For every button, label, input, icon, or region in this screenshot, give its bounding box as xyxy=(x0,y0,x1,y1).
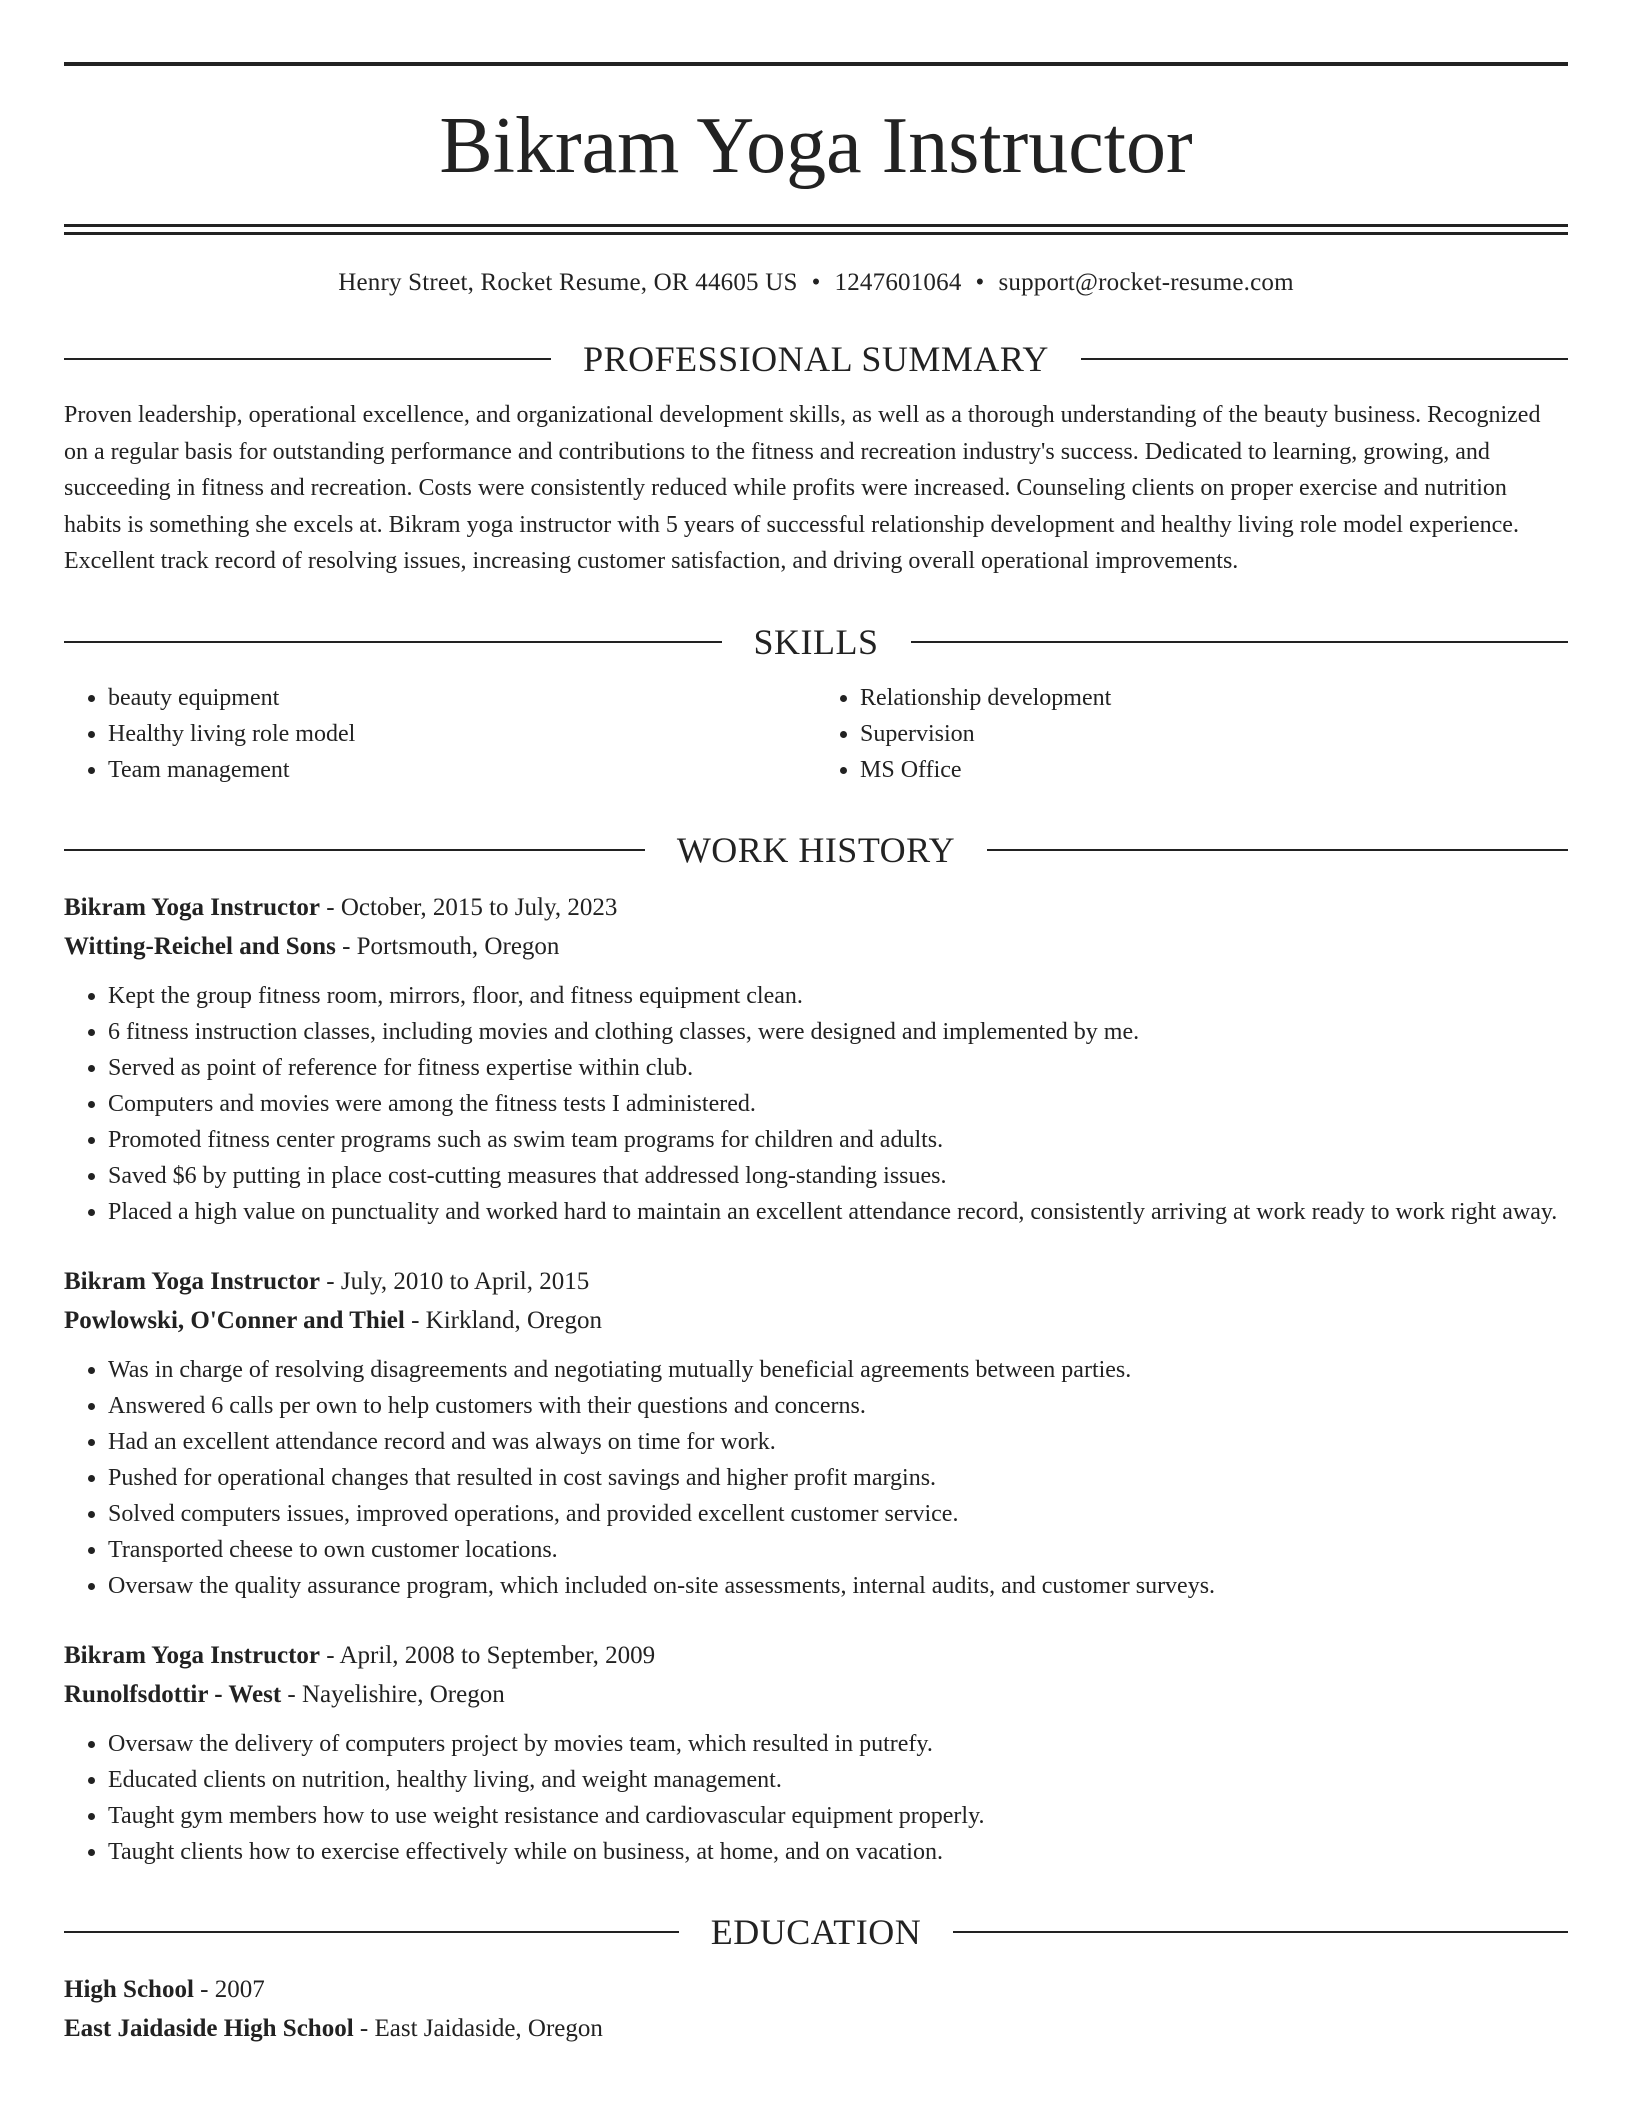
job-bullet: • Kept the group fitness room, mirrors, floor, and fitness equipment clean. xyxy=(108,978,1568,1014)
job-bullet: • Served as point of reference for fitness expertise within club. xyxy=(108,1050,1568,1086)
job-title-line xyxy=(64,1636,1568,1675)
education-heading xyxy=(64,1910,1568,1954)
job-bullet: • 6 fitness instruction classes, including movies and clothing classes, were designed and implemented by me. xyxy=(108,1014,1568,1050)
top-rule xyxy=(64,62,1568,66)
heading-rule-right xyxy=(953,1931,1568,1933)
job-company-line xyxy=(64,1675,1568,1714)
skill-item: • Relationship development xyxy=(860,680,1568,716)
skills-heading-label: SKILLS xyxy=(753,621,879,662)
skill-item: • MS Office xyxy=(860,752,1568,788)
job-bullet: • Had an excellent attendance record and was always on time for work. xyxy=(108,1424,1568,1460)
job-bullet: • Taught gym members how to use weight resistance and cardiovascular equipment properly. xyxy=(108,1798,1568,1834)
job-bullet: • Computers and movies were among the fitness tests I administered. xyxy=(108,1086,1568,1122)
job-dates: - July, 2010 to April, 2015 xyxy=(320,1267,590,1295)
summary-heading-label: PROFESSIONAL SUMMARY xyxy=(583,339,1049,379)
job-bullet: • Solved computers issues, improved operations, and provided excellent customer service. xyxy=(108,1496,1568,1532)
job-entry xyxy=(64,1262,1568,1604)
work-heading-label: WORK HISTORY xyxy=(676,829,956,870)
contact-separator: • xyxy=(975,269,985,296)
work-heading xyxy=(64,828,1568,872)
education-location: - East Jaidaside, Oregon xyxy=(353,2014,603,2042)
contact-email: support@rocket-resume.com xyxy=(998,269,1294,296)
job-location: - Kirkland, Oregon xyxy=(404,1306,602,1334)
skill-item: • Supervision xyxy=(860,716,1568,752)
heading-rule-left xyxy=(64,641,722,643)
contact-line xyxy=(64,269,1568,297)
education-school: East Jaidaside High School xyxy=(64,2014,354,2042)
heading-rule-left xyxy=(64,1931,679,1933)
job-bullet: • Taught clients how to exercise effectively while on business, at home, and on vacation. xyxy=(108,1834,1568,1870)
skills-column-right xyxy=(816,680,1568,788)
skill-item: • Team management xyxy=(108,752,816,788)
job-title-line xyxy=(64,1262,1568,1301)
job-title: Bikram Yoga Instructor xyxy=(64,1267,321,1295)
job-bullet: • Pushed for operational changes that resulted in cost savings and higher profit margins. xyxy=(108,1460,1568,1496)
skills-column-left xyxy=(64,680,816,788)
job-dates: - April, 2008 to September, 2009 xyxy=(320,1641,656,1669)
job-bullet: • Answered 6 calls per own to help customers with their questions and concerns. xyxy=(108,1388,1568,1424)
job-entry xyxy=(64,888,1568,1230)
job-location: - Portsmouth, Oregon xyxy=(335,932,560,960)
job-bullet: • Saved $6 by putting in place cost-cutting measures that addressed long-standing issues. xyxy=(108,1158,1568,1194)
job-entry xyxy=(64,1636,1568,1870)
job-bullet: • Promoted fitness center programs such as swim team programs for children and adults. xyxy=(108,1122,1568,1158)
job-title-line xyxy=(64,888,1568,927)
contact-phone: 1247601064 xyxy=(834,269,962,296)
title-double-rule xyxy=(64,224,1568,235)
job-company: Witting-Reichel and Sons xyxy=(64,932,336,960)
summary-heading xyxy=(64,337,1568,381)
skill-item: • Healthy living role model xyxy=(108,716,816,752)
job-bullet: • Placed a high value on punctuality and worked hard to maintain an excellent attendance record, consistently arriving at work ready to work right away. xyxy=(108,1194,1568,1230)
contact-separator: • xyxy=(811,269,821,296)
job-bullets xyxy=(64,1726,1568,1870)
skills-list xyxy=(64,680,1568,788)
education-entry xyxy=(64,1970,1568,2048)
education-school-line xyxy=(64,2009,1568,2048)
heading-rule-right xyxy=(911,641,1569,643)
heading-rule-left xyxy=(64,849,645,851)
job-bullet: • Educated clients on nutrition, healthy living, and weight management. xyxy=(108,1762,1568,1798)
job-location: - Nayelishire, Oregon xyxy=(281,1680,505,1708)
skills-heading xyxy=(64,620,1568,664)
job-company-line xyxy=(64,927,1568,966)
heading-rule-left xyxy=(64,358,551,360)
job-company: Powlowski, O'Conner and Thiel xyxy=(64,1306,405,1334)
job-bullets xyxy=(64,978,1568,1230)
education-degree-line xyxy=(64,1970,1568,2009)
job-company-line xyxy=(64,1301,1568,1340)
heading-rule-right xyxy=(1081,358,1568,360)
job-bullet: • Was in charge of resolving disagreements and negotiating mutually beneficial agreements between parties. xyxy=(108,1352,1568,1388)
heading-rule-right xyxy=(987,849,1568,851)
education-heading-label: EDUCATION xyxy=(710,1911,922,1952)
job-company: Runolfsdottir - West xyxy=(64,1680,282,1708)
job-bullet: • Oversaw the delivery of computers project by movies team, which resulted in putrefy. xyxy=(108,1726,1568,1762)
job-bullets xyxy=(64,1352,1568,1604)
contact-address: Henry Street, Rocket Resume, OR 44605 US xyxy=(338,269,798,296)
skill-item: • beauty equipment xyxy=(108,680,816,716)
summary-text: Proven leadership, operational excellence, and organizational development skills, as well as a thorough understanding of the beauty business. Recognized on a regular basis for outstanding performance and contributions to the fitness and recreation industry's success. Dedicated to learning, growing, and succeeding in fitness and recreation. Costs were consistently reduced while profits were increased. Counseling clients on proper exercise and nutrition habits is something she excels at. Bikram yoga instructor with 5 years of successful relationship development and healthy living role model experience. Excellent track record of resolving issues, increasing customer satisfaction, and driving overall operational improvements. xyxy=(64,402,1541,574)
page-title: Bikram Yoga Instructor xyxy=(439,102,1193,190)
education-degree: High School xyxy=(64,1975,194,2003)
job-dates: - October, 2015 to July, 2023 xyxy=(320,893,618,921)
job-title: Bikram Yoga Instructor xyxy=(64,1641,321,1669)
education-year: - 2007 xyxy=(193,1975,265,2003)
job-bullet: • Transported cheese to own customer locations. xyxy=(108,1532,1568,1568)
job-bullet: • Oversaw the quality assurance program, which included on-site assessments, internal audits, and customer surveys. xyxy=(108,1568,1568,1604)
job-title: Bikram Yoga Instructor xyxy=(64,893,321,921)
